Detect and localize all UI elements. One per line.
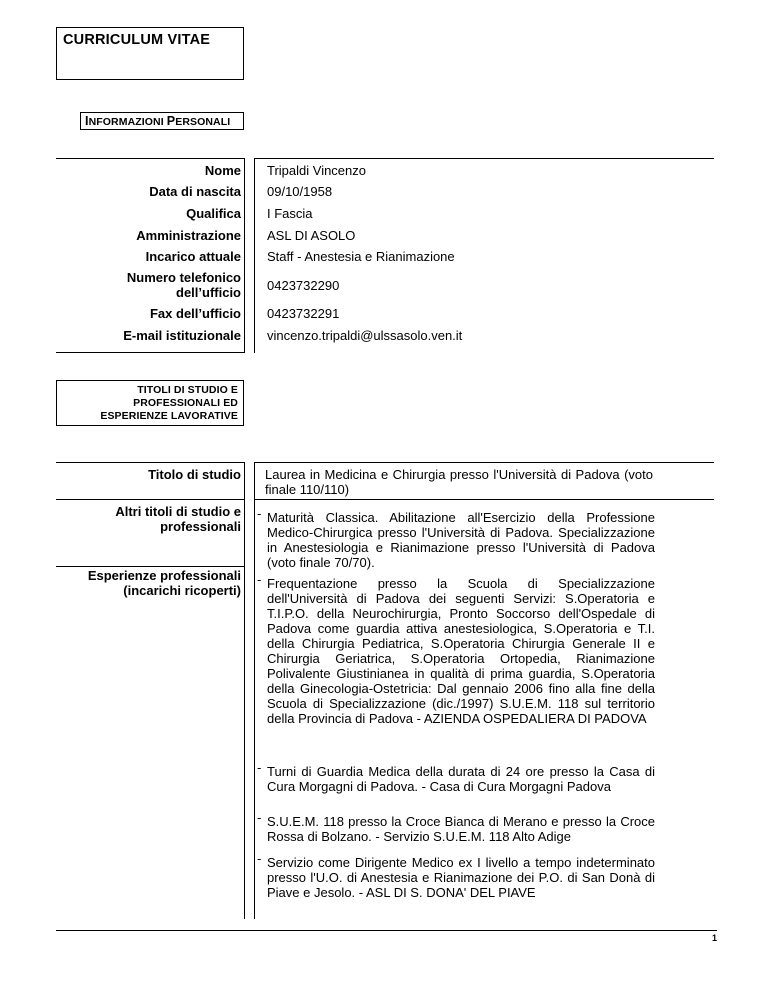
esperienza-item: Frequentazione presso la Scuola di Specializzazione dell'Università di Padova dei seguenti Servizi: S.Operatoria e T.I.P.O. della Neurochirurgia, Pronto Soccorso dell'Ospedale di Padova come guardia attiva anestesiologica, S.Operatoria e T.I. della Chirurgia Pediatrica, S.Operatoria Chirurgia Generale II e Chirurgia Geriatrica, S.Operatoria Ortopedia, Rianimazione Polivalente Giustinianea in qualità di prima guardia, S.Operatoria della Ginecologia-Ostetricia: Dal gennaio 2006 fino alla fine della Scuola di Specializzazione (dic./1997) S.U.E.M. 118 sul territorio della Provincia di Padova - AZIENDA OSPEDALIERA DI PADOVA (267, 576, 655, 726)
titolo-studio-value: Laurea in Medicina e Chirurgia presso l'Università di Padova (voto finale 110/110) (265, 467, 653, 497)
personal-label-i2: P (166, 114, 176, 128)
page-number: 1 (711, 933, 717, 943)
page-title: CURRICULUM VITAE (63, 32, 211, 48)
titoli-section-label (56, 380, 244, 426)
bullet-dash: - (257, 572, 262, 587)
telefono-label-line2: dell’ufficio (176, 285, 241, 300)
titoli-label-line1: TITOLI DI STUDIO E (137, 384, 238, 396)
altri-titoli-label-line1: Altri titoli di studio e (115, 504, 241, 519)
titoli-label-line3: ESPERIENZE LAVORATIVE (100, 410, 238, 422)
esperienze-label-line1: Esperienze professionali (87, 568, 241, 583)
table-border (244, 462, 245, 919)
table-border (56, 158, 244, 159)
table-border (254, 158, 255, 353)
table-border (254, 499, 714, 500)
esperienze-label-line2: (incarichi ricoperti) (123, 583, 241, 598)
altri-titoli-value: Maturità Classica. Abilitazione all'Esercizio della Professione Medico-Chirurgica presso l'Università di Padova. Specializzazione in Anestesiologia e Rianimazione presso l'Università di Padova (voto finale 70/70). (267, 510, 655, 570)
telefono-label (56, 270, 244, 300)
email-label: E-mail istituzionale (123, 328, 241, 343)
table-border (254, 462, 714, 463)
incarico-value: Staff - Anestesia e Rianimazione (267, 249, 455, 264)
qualifica-label: Qualifica (186, 206, 241, 221)
fax-value: 0423732291 (267, 306, 340, 321)
fax-label: Fax dell’ufficio (149, 306, 241, 321)
telefono-value: 0423732290 (267, 278, 340, 293)
bullet-dash: - (257, 851, 262, 866)
qualifica-value: I Fascia (267, 206, 313, 221)
esperienza-item: Turni di Guardia Medica della durata di 24 ore presso la Casa di Cura Morgagni di Padova. - Casa di Cura Morgagni Padova (267, 764, 655, 794)
telefono-label-line1: Numero telefonico (126, 270, 241, 285)
altri-titoli-label (56, 504, 244, 534)
bullet-dash: - (257, 760, 262, 775)
personal-section-label (80, 112, 244, 130)
table-border (254, 158, 714, 159)
table-border (56, 462, 244, 463)
birthdate-label: Data di nascita (149, 184, 241, 199)
table-border (244, 158, 245, 353)
table-border (56, 566, 244, 567)
personal-label-r2: ERSONALI (175, 116, 231, 128)
nome-value: Tripaldi Vincenzo (267, 163, 366, 178)
altri-titoli-label-line2: professionali (160, 519, 241, 534)
bullet-dash: - (257, 810, 262, 825)
amministrazione-value: ASL DI ASOLO (267, 228, 356, 243)
footer-divider (56, 930, 717, 931)
birthdate-value: 09/10/1958 (267, 184, 333, 199)
email-value: vincenzo.tripaldi@ulssasolo.ven.it (267, 328, 463, 343)
table-border (56, 499, 244, 500)
esperienza-item: Servizio come Dirigente Medico ex I livello a tempo indeterminato presso l'U.O. di Anestesia e Rianimazione dei P.O. di San Donà di Piave e Jesolo. - ASL DI S. DONA' DEL PIAVE (267, 855, 655, 900)
esperienze-label (56, 568, 244, 598)
table-border (254, 462, 255, 919)
personal-label-r1: NFORMAZIONI (88, 116, 167, 128)
titolo-studio-label: Titolo di studio (148, 467, 241, 482)
nome-label: Nome (204, 163, 241, 178)
personal-label-i1: I (85, 114, 89, 128)
esperienza-item: S.U.E.M. 118 presso la Croce Bianca di Merano e presso la Croce Rossa di Bolzano. - Servizio S.U.E.M. 118 Alto Adige (267, 814, 655, 844)
amministrazione-label: Amministrazione (136, 228, 241, 243)
table-border (56, 352, 244, 353)
incarico-label: Incarico attuale (145, 249, 241, 264)
titoli-label-line2: PROFESSIONALI ED (133, 397, 238, 409)
cv-title-box (56, 27, 244, 80)
bullet-dash: - (257, 506, 262, 521)
